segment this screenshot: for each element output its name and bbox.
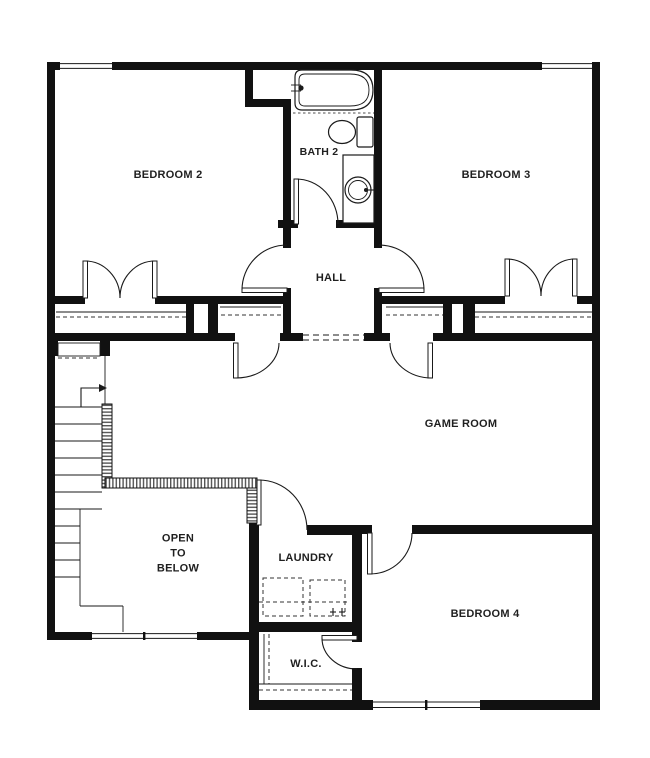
label-open-to-below-line1: OPEN xyxy=(161,532,195,545)
label-open-to-below-line3: BELOW xyxy=(156,562,200,575)
window-bedroom3-top xyxy=(542,62,592,70)
toilet xyxy=(329,117,374,147)
door-wic xyxy=(322,636,357,670)
closet-double-doors-bedroom3 xyxy=(505,259,577,296)
label-bedroom2: BEDROOM 2 xyxy=(133,169,203,181)
washer-hookup-icon xyxy=(330,608,345,616)
closet-double-doors-bedroom2 xyxy=(83,261,157,298)
doors xyxy=(83,179,577,669)
label-hall: HALL xyxy=(315,272,347,284)
door-gameroom-closet-right xyxy=(390,343,433,378)
door-gameroom-closet-left xyxy=(234,343,280,378)
door-laundry xyxy=(257,480,308,530)
washer-dryer-spaces xyxy=(259,578,348,616)
window-bedroom4-bottom xyxy=(373,700,480,710)
door-bedroom2 xyxy=(242,245,287,293)
door-bedroom3 xyxy=(379,245,424,293)
railing xyxy=(102,404,257,523)
label-bedroom3: BEDROOM 3 xyxy=(461,169,531,181)
label-bath2: BATH 2 xyxy=(299,146,339,158)
label-bedroom4: BEDROOM 4 xyxy=(450,608,520,620)
label-laundry: LAUNDRY xyxy=(278,552,334,564)
label-open-to-below xyxy=(157,532,199,577)
window-bedroom2-top xyxy=(60,62,112,70)
door-bath2 xyxy=(294,179,338,224)
label-wic: W.I.C. xyxy=(290,658,322,670)
hall-cased-opening xyxy=(303,335,364,340)
label-game-room: GAME ROOM xyxy=(424,418,498,430)
door-bedroom4 xyxy=(368,533,413,574)
vanity-sink xyxy=(343,155,374,223)
bathtub xyxy=(291,70,374,113)
closet-rods xyxy=(56,307,592,317)
label-open-to-below-line2: TO xyxy=(170,547,186,560)
window-open-below-bottom xyxy=(92,632,197,640)
